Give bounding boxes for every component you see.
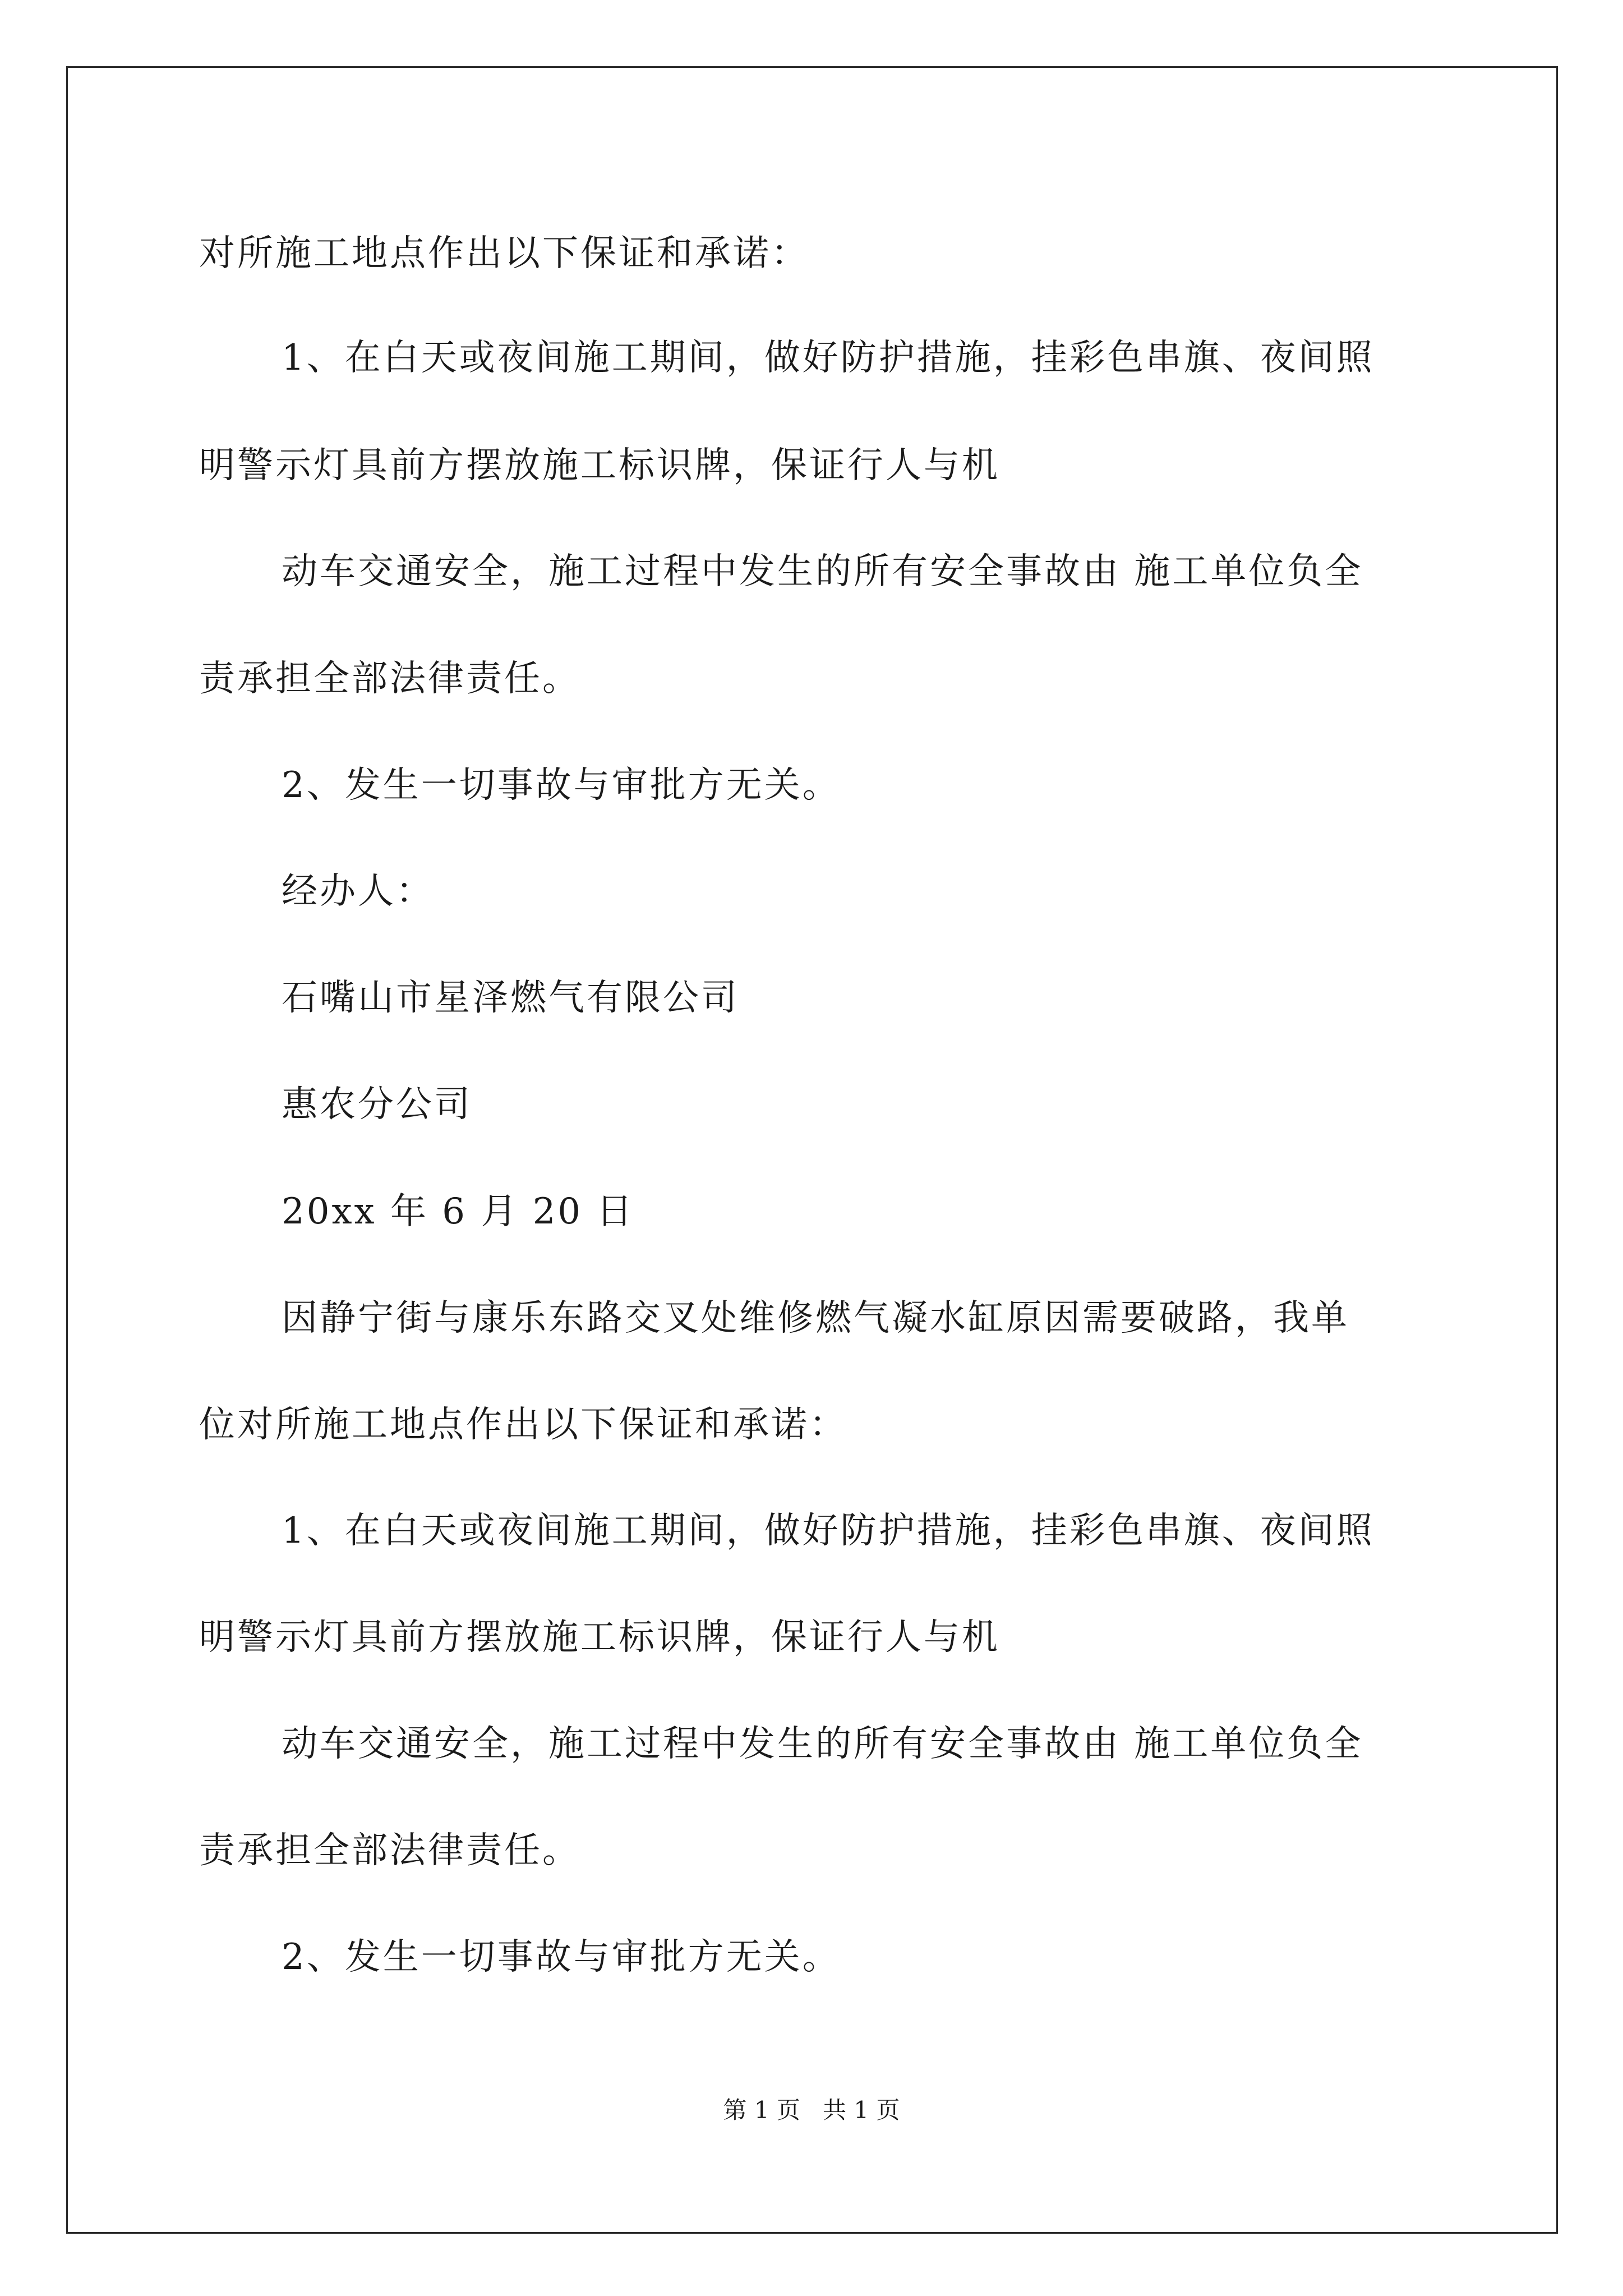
page-footer: 第 1 页 共 1 页 (723, 2096, 900, 2124)
text-line: 20xx 年 6 月 20 日 (282, 1191, 635, 1232)
text-line: 1、在白天或夜间施工期间，做好防护措施，挂彩色串旗、夜间照 (282, 337, 1375, 379)
text-line: 石嘴山市星泽燃气有限公司 (282, 977, 739, 1019)
page-frame (66, 66, 1558, 2234)
text-line: 对所施工地点作出以下保证和承诺： (199, 233, 809, 274)
text-line: 动车交通安全，施工过程中发生的所有安全事故由 施工单位负全 (282, 1723, 1363, 1765)
text-line: 惠农分公司 (282, 1084, 472, 1125)
text-line: 经办人： (282, 871, 434, 912)
text-line: 2、发生一切事故与审批方无关。 (282, 1936, 841, 1978)
text-line: 明警示灯具前方摆放施工标识牌，保证行人与机 (199, 1617, 1000, 1658)
text-line: 责承担全部法律责任。 (199, 658, 580, 700)
text-line: 1、在白天或夜间施工期间，做好防护措施，挂彩色串旗、夜间照 (282, 1510, 1375, 1552)
text-line: 责承担全部法律责任。 (199, 1830, 580, 1871)
text-line: 位对所施工地点作出以下保证和承诺： (199, 1404, 847, 1446)
text-line: 明警示灯具前方摆放施工标识牌，保证行人与机 (199, 445, 1000, 486)
text-line: 动车交通安全，施工过程中发生的所有安全事故由 施工单位负全 (282, 551, 1363, 592)
text-line: 因静宁街与康乐东路交叉处维修燃气凝水缸原因需要破路，我单 (282, 1297, 1349, 1339)
text-line: 2、发生一切事故与审批方无关。 (282, 765, 841, 806)
